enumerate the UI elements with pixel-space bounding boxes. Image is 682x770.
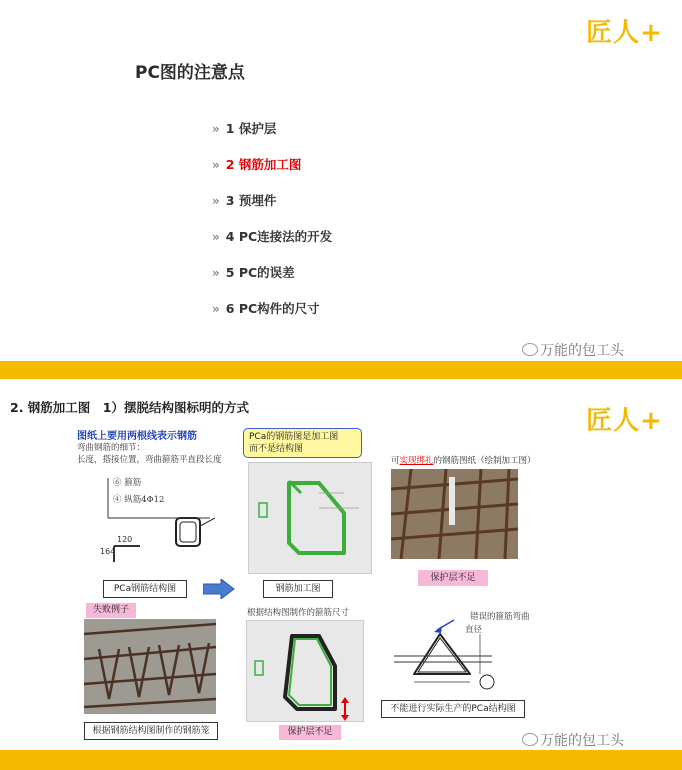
chevron-right-icon: » bbox=[212, 158, 220, 172]
chevron-right-icon: » bbox=[212, 194, 220, 208]
agenda-item-3: » 3 预埋件 bbox=[212, 193, 277, 208]
agenda-item-5: » 5 PC的误差 bbox=[212, 265, 295, 280]
failed-cage-photo bbox=[84, 619, 216, 714]
drawing-text-longitudinal: ④ 纵筋4Φ12 bbox=[113, 495, 165, 505]
label-struct-drawing: PCa钢筋结构图 bbox=[103, 580, 187, 598]
chevron-right-icon: » bbox=[212, 266, 220, 280]
note-detail-2: 长度，搭接位置，弯曲箍筋平直段长度 bbox=[77, 455, 222, 465]
brand-logo: 匠人+ bbox=[586, 406, 663, 436]
note-detail-1: 弯曲钢筋的细节： bbox=[77, 443, 146, 453]
note-wrong-bend-1: 错误的箍筋弯曲 bbox=[470, 612, 530, 622]
wrong-bend-drawing bbox=[392, 612, 522, 692]
callout-processing-drawing: PCa的钢筋图是加工图 而不是结构图 bbox=[243, 428, 362, 458]
drawing-dim-164: 164 bbox=[100, 547, 116, 556]
label-processing-drawing: 钢筋加工图 bbox=[263, 580, 333, 598]
label-cover-insufficient-2: 保护层不足 bbox=[279, 725, 341, 740]
label-cover-insufficient-1: 保护层不足 bbox=[418, 570, 488, 586]
drawing-dim-120: 120 bbox=[117, 535, 133, 544]
chevron-right-icon: » bbox=[212, 302, 220, 316]
divider-band bbox=[0, 361, 682, 379]
watermark: 万能的包工头 bbox=[522, 730, 624, 750]
slide-title: PC图的注意点 bbox=[135, 63, 245, 83]
section-title: 2. 钢筋加工图 1）摆脱结构图标明的方式 bbox=[10, 400, 249, 415]
agenda-item-1: » 1 保护层 bbox=[212, 121, 277, 136]
wechat-icon bbox=[522, 733, 538, 746]
watermark: 万能的包工头 bbox=[522, 340, 624, 360]
note-wrong-bend-2: 直径 bbox=[465, 625, 483, 635]
rebar-cage-photo bbox=[391, 469, 518, 559]
agenda-item-4: » 4 PC连接法的开发 bbox=[212, 229, 333, 244]
processing-drawing bbox=[248, 462, 372, 574]
bottom-band bbox=[0, 750, 682, 770]
drawing-text-stirrup: ⑥ 箍筋 bbox=[113, 478, 142, 488]
label-cage-from-struct: 根据钢筋结构图制作的钢筋笼 bbox=[84, 722, 218, 740]
label-failure-example: 失败例子 bbox=[86, 603, 136, 618]
brand-logo: 匠人+ bbox=[586, 18, 663, 48]
arrow-right-icon bbox=[203, 579, 235, 599]
agenda-item-6: » 6 PC构件的尺寸 bbox=[212, 301, 320, 316]
wechat-icon bbox=[522, 343, 538, 356]
agenda-item-2: » 2 钢筋加工图 bbox=[212, 157, 302, 172]
stirrup-drawing bbox=[246, 620, 364, 722]
note-stirrup-size: 根据结构图制作的箍筋尺寸 bbox=[247, 608, 350, 618]
chevron-right-icon: » bbox=[212, 230, 220, 244]
chevron-right-icon: » bbox=[212, 122, 220, 136]
note-two-lines: 图纸上要用两根线表示钢筋 bbox=[77, 431, 197, 442]
note-realize: 可实现绑扎的钢筋图纸（绘制加工图） bbox=[391, 456, 536, 466]
label-cannot-produce: 不能进行实际生产的PCa结构图 bbox=[381, 700, 525, 718]
